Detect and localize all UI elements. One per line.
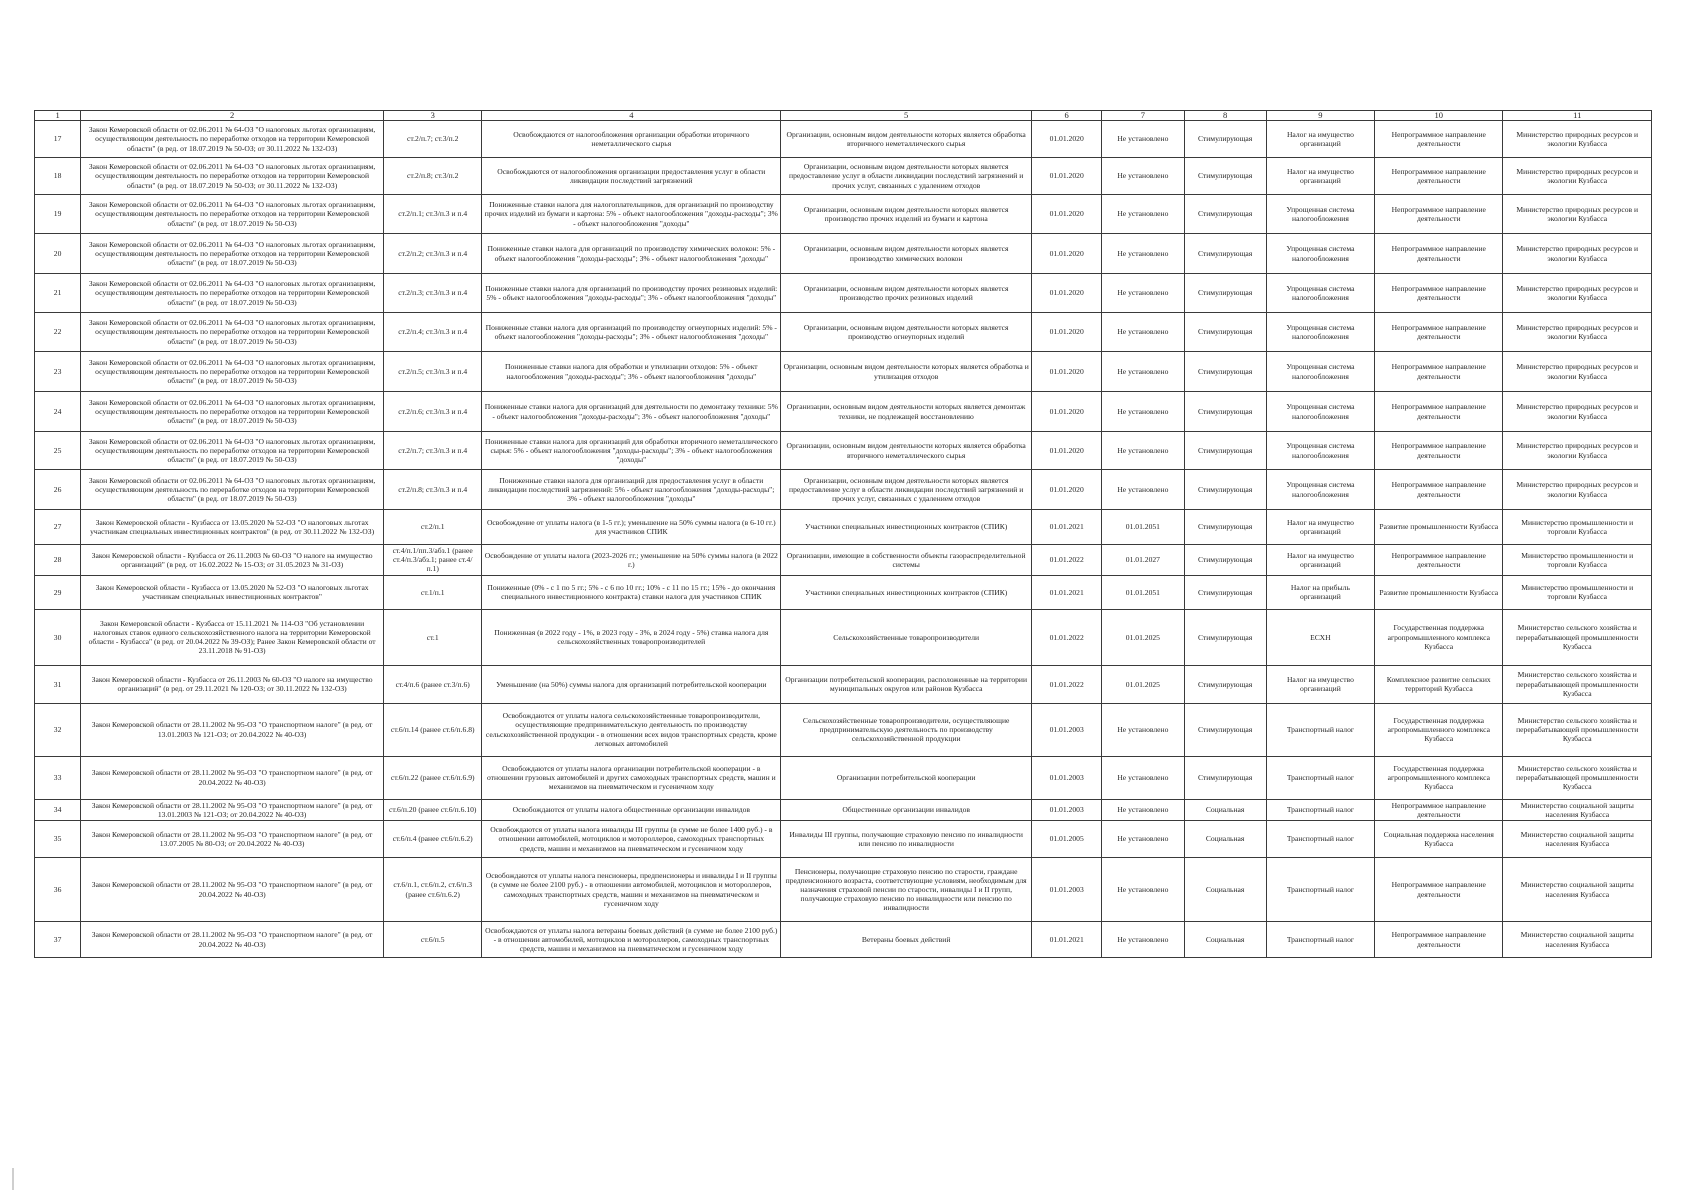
row-number: 19 <box>35 195 81 234</box>
program-name: Непрограммное направление деятельности <box>1375 121 1503 158</box>
law-reference: Закон Кемеровской области от 02.06.2011 № 64-ОЗ "О налоговых льготах организациям, осуществляющим деятельность по переработке отходов на территории Кемеровской области" (в ред. от 18.07.2019 № 50-ОЗ) <box>81 392 384 432</box>
benefit-description: Пониженные ставки налога для организаций по производству химических волокон: 5% - объект налогообложения "доходы-расходы"; 3% - объект налогообложения "доходы" <box>482 234 781 274</box>
benefit-type: Стимулирующая <box>1184 234 1266 274</box>
law-reference: Закон Кемеровской области от 02.06.2011 № 64-ОЗ "О налоговых льготах организациям, осуществляющим деятельность по переработке отходов на территории Кемеровской области" (в ред. от 18.07.2019 № 50-ОЗ) <box>81 352 384 392</box>
end-date: Не установлено <box>1102 352 1184 392</box>
program-name: Непрограммное направление деятельности <box>1375 470 1503 510</box>
start-date: 01.01.2021 <box>1032 922 1102 958</box>
benefit-description: Освобождаются от уплаты налога инвалиды III группы (в сумме не более 1400 руб.) - в отношении автомобилей, мотоциклов и мотороллеров, самоходных транспортных средств, машин и механизмов на пневматическом и гусеничном ходу <box>482 821 781 858</box>
tax-benefits-table <box>34 110 1652 958</box>
benefit-recipients: Организации, основным видом деятельности которых является обработка и утилизация отходов <box>781 352 1032 392</box>
benefit-type: Стимулирующая <box>1184 392 1266 432</box>
table-row <box>35 274 1652 313</box>
start-date: 01.01.2020 <box>1032 432 1102 470</box>
article-reference: ст.6/п.1, ст.6/п.2, ст.6/п.3 (ранее ст.6/п.6.2) <box>384 858 482 922</box>
benefit-type: Стимулирующая <box>1184 510 1266 545</box>
curator-name: Министерство природных ресурсов и экологии Кузбасса <box>1503 121 1652 158</box>
end-date: Не установлено <box>1102 470 1184 510</box>
column-number-11: 11 <box>1503 111 1652 121</box>
start-date: 01.01.2022 <box>1032 545 1102 576</box>
start-date: 01.01.2021 <box>1032 510 1102 545</box>
tax-name: Налог на прибыль организаций <box>1266 575 1374 609</box>
tax-name: Транспортный налог <box>1266 821 1374 858</box>
tax-name: Упрощенная система налогообложения <box>1266 432 1374 470</box>
end-date: Не установлено <box>1102 313 1184 352</box>
benefit-recipients: Организации, основным видом деятельности которых является производство прочих изделий из бумаги и картона <box>781 195 1032 234</box>
table-body <box>35 111 1652 958</box>
row-number: 28 <box>35 545 81 576</box>
law-reference: Закон Кемеровской области от 02.06.2011 № 64-ОЗ "О налоговых льготах организациям, осуществляющим деятельность по переработке отходов на территории Кемеровской области" (в ред. от 18.07.2019 № 50-ОЗ) <box>81 432 384 470</box>
article-reference: ст.2/п.6; ст.3/п.3 и п.4 <box>384 392 482 432</box>
benefit-recipients: Сельскохозяйственные товаропроизводители <box>781 609 1032 665</box>
column-number-1: 1 <box>35 111 81 121</box>
curator-name: Министерство природных ресурсов и экологии Кузбасса <box>1503 195 1652 234</box>
end-date: Не установлено <box>1102 274 1184 313</box>
row-number: 26 <box>35 470 81 510</box>
benefit-recipients: Организации потребительской кооперации, расположенные на территории муниципальных округов или районов Кузбасса <box>781 665 1032 703</box>
column-number-7: 7 <box>1102 111 1184 121</box>
benefit-type: Стимулирующая <box>1184 609 1266 665</box>
row-number: 18 <box>35 158 81 195</box>
benefit-description: Уменьшение (на 50%) суммы налога для организаций потребительской кооперации <box>482 665 781 703</box>
table-row <box>35 195 1652 234</box>
benefit-description: Пониженные ставки налога для организаций по производству прочих резиновых изделий: 5% - объект налогообложения "доходы-расходы"; 3% - объект налогообложения "доходы" <box>482 274 781 313</box>
table-row <box>35 352 1652 392</box>
start-date: 01.01.2020 <box>1032 234 1102 274</box>
curator-name: Министерство сельского хозяйства и перерабатывающей промышленности Кузбасса <box>1503 703 1652 756</box>
benefit-type: Социальная <box>1184 922 1266 958</box>
benefit-description: Пониженные ставки налога для организаций для обработки вторичного неметаллического сырья: 5% - объект налогообложения "доходы-расходы"; 3% - объект налогообложения "доходы" <box>482 432 781 470</box>
table-row <box>35 545 1652 576</box>
benefit-type: Стимулирующая <box>1184 432 1266 470</box>
tax-name: Упрощенная система налогообложения <box>1266 234 1374 274</box>
row-number: 21 <box>35 274 81 313</box>
table-row <box>35 609 1652 665</box>
curator-name: Министерство природных ресурсов и экологии Кузбасса <box>1503 352 1652 392</box>
tax-name: Налог на имущество организаций <box>1266 665 1374 703</box>
column-number-row <box>35 111 1652 121</box>
start-date: 01.01.2003 <box>1032 799 1102 820</box>
program-name: Непрограммное направление деятельности <box>1375 432 1503 470</box>
row-number: 23 <box>35 352 81 392</box>
benefit-description: Пониженные ставки налога для налогоплательщиков, для организаций по производству прочих изделий из бумаги и картона: 5% - объект налогообложения "доходы-расходы"; 3% - объект налогообложения "доходы" <box>482 195 781 234</box>
curator-name: Министерство природных ресурсов и экологии Кузбасса <box>1503 234 1652 274</box>
benefit-type: Стимулирующая <box>1184 665 1266 703</box>
benefit-description: Пониженные ставки налога для обработки и утилизации отходов: 5% - объект налогообложения "доходы-расходы"; 3% - объект налогообложения "доходы" <box>482 352 781 392</box>
table-row <box>35 158 1652 195</box>
start-date: 01.01.2021 <box>1032 575 1102 609</box>
article-reference: ст.2/п.7; ст.3/п.3 и п.4 <box>384 432 482 470</box>
row-number: 36 <box>35 858 81 922</box>
benefit-recipients: Общественные организации инвалидов <box>781 799 1032 820</box>
curator-name: Министерство социальной защиты населения Кузбасса <box>1503 799 1652 820</box>
row-number: 24 <box>35 392 81 432</box>
law-reference: Закон Кемеровской области от 28.11.2002 № 95-ОЗ "О транспортном налоге" (в ред. от 20.04.2022 № 40-ОЗ) <box>81 756 384 799</box>
table-row <box>35 703 1652 756</box>
benefit-recipients: Ветераны боевых действий <box>781 922 1032 958</box>
row-number: 31 <box>35 665 81 703</box>
curator-name: Министерство промышленности и торговли Кузбасса <box>1503 545 1652 576</box>
benefit-type: Стимулирующая <box>1184 545 1266 576</box>
end-date: Не установлено <box>1102 432 1184 470</box>
article-reference: ст.2/п.1; ст.3/п.3 и п.4 <box>384 195 482 234</box>
benefit-recipients: Сельскохозяйственные товаропроизводители, осуществляющие предпринимательскую деятельность по производству сельскохозяйственной продукции <box>781 703 1032 756</box>
benefit-recipients: Организации, основным видом деятельности которых является демонтаж техники, не подлежащей восстановлению <box>781 392 1032 432</box>
program-name: Непрограммное направление деятельности <box>1375 545 1503 576</box>
article-reference: ст.2/п.5; ст.3/п.3 и п.4 <box>384 352 482 392</box>
program-name: Государственная поддержка агропромышленного комплекса Кузбасса <box>1375 756 1503 799</box>
benefit-description: Освобождаются от уплаты налога ветераны боевых действий (в сумме не более 2100 руб.) - в отношении автомобилей, мотоциклов и мотороллеров, самоходных транспортных средств, машин и механизмов на пневматическом и гусеничном ходу <box>482 922 781 958</box>
curator-name: Министерство сельского хозяйства и перерабатывающей промышленности Кузбасса <box>1503 665 1652 703</box>
benefit-type: Социальная <box>1184 858 1266 922</box>
tax-name: Налог на имущество организаций <box>1266 545 1374 576</box>
table-row <box>35 313 1652 352</box>
tax-name: Транспортный налог <box>1266 858 1374 922</box>
column-number-5: 5 <box>781 111 1032 121</box>
row-number: 25 <box>35 432 81 470</box>
benefit-recipients: Организации, имеющие в собственности объекты газораспределительной системы <box>781 545 1032 576</box>
tax-name: Упрощенная система налогообложения <box>1266 392 1374 432</box>
program-name: Непрограммное направление деятельности <box>1375 195 1503 234</box>
curator-name: Министерство природных ресурсов и экологии Кузбасса <box>1503 392 1652 432</box>
table-row <box>35 821 1652 858</box>
tax-name: Упрощенная система налогообложения <box>1266 470 1374 510</box>
row-number: 37 <box>35 922 81 958</box>
article-reference: ст.6/п.22 (ранее ст.6/п.6.9) <box>384 756 482 799</box>
start-date: 01.01.2020 <box>1032 392 1102 432</box>
benefit-description: Пониженные (0% - с 1 по 5 гг.; 5% - с 6 по 10 гг.; 10% - с 11 по 15 гг.; 15% - до окончания специального инвестиционного контракта) ставки налога для участников СПИК <box>482 575 781 609</box>
table-row <box>35 799 1652 820</box>
law-reference: Закон Кемеровской области - Кузбасса от 26.11.2003 № 60-ОЗ "О налоге на имущество организаций" (в ред. от 29.11.2021 № 120-ОЗ; от 30.11.2022 № 132-ОЗ) <box>81 665 384 703</box>
benefit-recipients: Инвалиды III группы, получающие страховую пенсию по инвалидности или пенсию по инвалидности <box>781 821 1032 858</box>
end-date: 01.01.2025 <box>1102 609 1184 665</box>
law-reference: Закон Кемеровской области от 02.06.2011 № 64-ОЗ "О налоговых льготах организациям, осуществляющим деятельность по переработке отходов на территории Кемеровской области" (в ред. от 18.07.2019 № 50-ОЗ; от 30.11.2022 № 132-ОЗ) <box>81 158 384 195</box>
benefit-type: Стимулирующая <box>1184 313 1266 352</box>
column-number-9: 9 <box>1266 111 1374 121</box>
law-reference: Закон Кемеровской области от 02.06.2011 № 64-ОЗ "О налоговых льготах организациям, осуществляющим деятельность по переработке отходов на территории Кемеровской области" (в ред. от 18.07.2019 № 50-ОЗ) <box>81 470 384 510</box>
table-row <box>35 665 1652 703</box>
end-date: 01.01.2025 <box>1102 665 1184 703</box>
end-date: Не установлено <box>1102 799 1184 820</box>
benefit-recipients: Организации, основным видом деятельности которых является производство огнеупорных изделий <box>781 313 1032 352</box>
benefit-recipients: Организации, основным видом деятельности которых является предоставление услуг в области ликвидации последствий загрязнений и прочих услуг, связанных с удалением отходов <box>781 470 1032 510</box>
program-name: Социальная поддержка населения Кузбасса <box>1375 821 1503 858</box>
benefit-recipients: Участники специальных инвестиционных контрактов (СПИК) <box>781 575 1032 609</box>
row-number: 22 <box>35 313 81 352</box>
curator-name: Министерство сельского хозяйства и перерабатывающей промышленности Кузбасса <box>1503 756 1652 799</box>
article-reference: ст.2/п.2; ст.3/п.3 и п.4 <box>384 234 482 274</box>
end-date: Не установлено <box>1102 158 1184 195</box>
table-row <box>35 392 1652 432</box>
table-row <box>35 510 1652 545</box>
benefit-description: Пониженная (в 2022 году - 1%, в 2023 году - 3%, в 2024 году - 5%) ставка налога для сельскохозяйственных товаропроизводителей <box>482 609 781 665</box>
program-name: Непрограммное направление деятельности <box>1375 392 1503 432</box>
curator-name: Министерство социальной защиты населения Кузбасса <box>1503 821 1652 858</box>
article-reference: ст.2/п.8; ст.3/п.2 <box>384 158 482 195</box>
benefit-type: Стимулирующая <box>1184 470 1266 510</box>
start-date: 01.01.2020 <box>1032 313 1102 352</box>
tax-name: Упрощенная система налогообложения <box>1266 195 1374 234</box>
table-row <box>35 858 1652 922</box>
end-date: 01.01.2051 <box>1102 510 1184 545</box>
curator-name: Министерство социальной защиты населения Кузбасса <box>1503 922 1652 958</box>
benefit-type: Социальная <box>1184 799 1266 820</box>
end-date: 01.01.2027 <box>1102 545 1184 576</box>
table-row <box>35 470 1652 510</box>
benefit-type: Социальная <box>1184 821 1266 858</box>
benefit-recipients: Организации, основным видом деятельности которых является предоставление услуг в области ликвидации последствий загрязнений и прочих услуг, связанных с удалением отходов <box>781 158 1032 195</box>
tax-name: Транспортный налог <box>1266 756 1374 799</box>
start-date: 01.01.2022 <box>1032 609 1102 665</box>
benefit-description: Пониженные ставки налога для организаций для деятельности по демонтажу техники: 5% - объект налогообложения "доходы-расходы"; 3% - объект налогообложения "доходы" <box>482 392 781 432</box>
program-name: Непрограммное направление деятельности <box>1375 799 1503 820</box>
end-date: Не установлено <box>1102 195 1184 234</box>
tax-name: Транспортный налог <box>1266 922 1374 958</box>
curator-name: Министерство природных ресурсов и экологии Кузбасса <box>1503 158 1652 195</box>
tax-name: Упрощенная система налогообложения <box>1266 274 1374 313</box>
article-reference: ст.2/п.1 <box>384 510 482 545</box>
benefit-description: Освобождаются от уплаты налога организации потребительской кооперации - в отношении грузовых автомобилей и других самоходных транспортных средств, машин и механизмов на пневматическом и гусеничном ходу <box>482 756 781 799</box>
benefit-type: Стимулирующая <box>1184 756 1266 799</box>
tax-name: Налог на имущество организаций <box>1266 158 1374 195</box>
benefit-recipients: Организации, основным видом деятельности которых является производство прочих резиновых изделий <box>781 274 1032 313</box>
benefit-description: Освобождение от уплаты налога (в 1-5 гг.); уменьшение на 50% суммы налога (в 6-10 гг.) для участников СПИК <box>482 510 781 545</box>
benefit-type: Стимулирующая <box>1184 195 1266 234</box>
start-date: 01.01.2003 <box>1032 858 1102 922</box>
law-reference: Закон Кемеровской области от 02.06.2011 № 64-ОЗ "О налоговых льготах организациям, осуществляющим деятельность по переработке отходов на территории Кемеровской области" (в ред. от 18.07.2019 № 50-ОЗ) <box>81 274 384 313</box>
end-date: Не установлено <box>1102 234 1184 274</box>
column-number-3: 3 <box>384 111 482 121</box>
law-reference: Закон Кемеровской области - Кузбасса от 15.11.2021 № 114-ОЗ "Об установлении налоговых ставок единого сельскохозяйственного налога на территории Кемеровской области - Кузбасса" (в ред. от 20.04.2022 № 39-ОЗ); Ранее Закон Кемеровской области от 23.11.2018 № 91-ОЗ) <box>81 609 384 665</box>
tax-name: Налог на имущество организаций <box>1266 510 1374 545</box>
row-number: 27 <box>35 510 81 545</box>
curator-name: Министерство социальной защиты населения Кузбасса <box>1503 858 1652 922</box>
article-reference: ст.6/п.5 <box>384 922 482 958</box>
curator-name: Министерство промышленности и торговли Кузбасса <box>1503 510 1652 545</box>
law-reference: Закон Кемеровской области от 28.11.2002 № 95-ОЗ "О транспортном налоге" (в ред. от 20.04.2022 № 40-ОЗ) <box>81 922 384 958</box>
start-date: 01.01.2003 <box>1032 703 1102 756</box>
end-date: Не установлено <box>1102 121 1184 158</box>
benefit-description: Пониженные ставки налога для организаций для предоставления услуг в области ликвидации последствий загрязнений: 5% - объект налогообложения "доходы-расходы"; 3% - объект налогообложения "доходы" <box>482 470 781 510</box>
tax-name: Транспортный налог <box>1266 799 1374 820</box>
article-reference: ст.6/п.20 (ранее ст.6/п.6.10) <box>384 799 482 820</box>
column-number-6: 6 <box>1032 111 1102 121</box>
law-reference: Закон Кемеровской области от 02.06.2011 № 64-ОЗ "О налоговых льготах организациям, осуществляющим деятельность по переработке отходов на территории Кемеровской области" (в ред. от 18.07.2019 № 50-ОЗ) <box>81 234 384 274</box>
program-name: Государственная поддержка агропромышленного комплекса Кузбасса <box>1375 703 1503 756</box>
article-reference: ст.6/п.4 (ранее ст.6/п.6.2) <box>384 821 482 858</box>
benefit-description: Освобождаются от уплаты налога общественные организации инвалидов <box>482 799 781 820</box>
benefit-recipients: Организации потребительской кооперации <box>781 756 1032 799</box>
end-date: Не установлено <box>1102 392 1184 432</box>
benefit-recipients: Организации, основным видом деятельности которых является обработка вторичного неметаллического сырья <box>781 432 1032 470</box>
article-reference: ст.1 <box>384 609 482 665</box>
law-reference: Закон Кемеровской области от 02.06.2011 № 64-ОЗ "О налоговых льготах организациям, осуществляющим деятельность по переработке отходов на территории Кемеровской области" (в ред. от 18.07.2019 № 50-ОЗ; от 30.11.2022 № 132-ОЗ) <box>81 121 384 158</box>
article-reference: ст.2/п.7; ст.3/п.2 <box>384 121 482 158</box>
tax-name: Упрощенная система налогообложения <box>1266 352 1374 392</box>
column-number-2: 2 <box>81 111 384 121</box>
law-reference: Закон Кемеровской области - Кузбасса от 13.05.2020 № 52-ОЗ "О налоговых льготах участникам специальных инвестиционных контрактов" (в ред. от 30.11.2022 № 132-ОЗ) <box>81 510 384 545</box>
benefit-recipients: Пенсионеры, получающие страховую пенсию по старости, граждане предпенсионного возраста, соответствующие условиям, необходимым для назначения страховой пенсии по старости, инвалиды I и II групп, получающие страховую пенсию по инвалидности или пенсию по инвалидности <box>781 858 1032 922</box>
benefit-type: Стимулирующая <box>1184 575 1266 609</box>
row-number: 33 <box>35 756 81 799</box>
benefit-description: Освобождаются от уплаты налога сельскохозяйственные товаропроизводители, осуществляющие предпринимательскую деятельность по производству сельскохозяйственной продукции - в отношении всех видов транспортных средств, кроме легковых автомобилей <box>482 703 781 756</box>
benefit-description: Пониженные ставки налога для организаций по производству огнеупорных изделий: 5% - объект налогообложения "доходы-расходы"; 3% - объект налогообложения "доходы" <box>482 313 781 352</box>
table-row <box>35 922 1652 958</box>
benefit-description: Освобождение от уплаты налога (2023-2026 гг.; уменьшение на 50% суммы налога (в 2022 г.) <box>482 545 781 576</box>
start-date: 01.01.2020 <box>1032 121 1102 158</box>
article-reference: ст.4/п.6 (ранее ст.3/п.6) <box>384 665 482 703</box>
column-number-8: 8 <box>1184 111 1266 121</box>
end-date: Не установлено <box>1102 756 1184 799</box>
end-date: Не установлено <box>1102 703 1184 756</box>
curator-name: Министерство природных ресурсов и экологии Кузбасса <box>1503 313 1652 352</box>
law-reference: Закон Кемеровской области - Кузбасса от 13.05.2020 № 52-ОЗ "О налоговых льготах участникам специальных инвестиционных контрактов" <box>81 575 384 609</box>
benefit-type: Стимулирующая <box>1184 352 1266 392</box>
benefit-description: Освобождаются от налогообложения организации обработки вторичного неметаллического сырья <box>482 121 781 158</box>
benefit-type: Стимулирующая <box>1184 274 1266 313</box>
program-name: Непрограммное направление деятельности <box>1375 352 1503 392</box>
curator-name: Министерство природных ресурсов и экологии Кузбасса <box>1503 470 1652 510</box>
benefit-description: Освобождаются от налогообложения организации предоставления услуг в области ликвидации последствий загрязнений <box>482 158 781 195</box>
start-date: 01.01.2020 <box>1032 158 1102 195</box>
program-name: Развитие промышленности Кузбасса <box>1375 510 1503 545</box>
curator-name: Министерство промышленности и торговли Кузбасса <box>1503 575 1652 609</box>
law-reference: Закон Кемеровской области от 28.11.2002 № 95-ОЗ "О транспортном налоге" (в ред. от 13.01.2003 № 121-ОЗ; от 20.04.2022 № 40-ОЗ) <box>81 703 384 756</box>
row-number: 29 <box>35 575 81 609</box>
benefit-description: Освобождаются от уплаты налога пенсионеры, предпенсионеры и инвалиды I и II группы (в сумме не более 2100 руб.) - в отношении автомобилей, мотоциклов и мотороллеров, самоходных транспортных средств, машин и механизмов на пневматическом и гусеничном ходу <box>482 858 781 922</box>
program-name: Непрограммное направление деятельности <box>1375 313 1503 352</box>
article-reference: ст.4/п.1/пп.3/абз.1 (ранее ст.4/п.3/абз.1; ранее ст.4/п.1) <box>384 545 482 576</box>
benefit-type: Стимулирующая <box>1184 703 1266 756</box>
article-reference: ст.2/п.3; ст.3/п.3 и п.4 <box>384 274 482 313</box>
row-number: 30 <box>35 609 81 665</box>
row-number: 34 <box>35 799 81 820</box>
law-reference: Закон Кемеровской области от 28.11.2002 № 95-ОЗ "О транспортном налоге" (в ред. от 13.07.2005 № 80-ОЗ; от 20.04.2022 № 40-ОЗ) <box>81 821 384 858</box>
table-row <box>35 575 1652 609</box>
law-reference: Закон Кемеровской области от 02.06.2011 № 64-ОЗ "О налоговых льготах организациям, осуществляющим деятельность по переработке отходов на территории Кемеровской области" (в ред. от 18.07.2019 № 50-ОЗ) <box>81 195 384 234</box>
end-date: Не установлено <box>1102 821 1184 858</box>
article-reference: ст.1/п.1 <box>384 575 482 609</box>
table-row <box>35 121 1652 158</box>
law-reference: Закон Кемеровской области - Кузбасса от 26.11.2003 № 60-ОЗ "О налоге на имущество организаций" (в ред. от 16.02.2022 № 15-ОЗ; от 31.05.2023 № 31-ОЗ) <box>81 545 384 576</box>
program-name: Непрограммное направление деятельности <box>1375 274 1503 313</box>
start-date: 01.01.2020 <box>1032 470 1102 510</box>
start-date: 01.01.2020 <box>1032 195 1102 234</box>
law-reference: Закон Кемеровской области от 02.06.2011 № 64-ОЗ "О налоговых льготах организациям, осуществляющим деятельность по переработке отходов на территории Кемеровской области" (в ред. от 18.07.2019 № 50-ОЗ) <box>81 313 384 352</box>
row-number: 35 <box>35 821 81 858</box>
curator-name: Министерство природных ресурсов и экологии Кузбасса <box>1503 274 1652 313</box>
tax-name: Налог на имущество организаций <box>1266 121 1374 158</box>
program-name: Непрограммное направление деятельности <box>1375 158 1503 195</box>
start-date: 01.01.2022 <box>1032 665 1102 703</box>
start-date: 01.01.2003 <box>1032 756 1102 799</box>
start-date: 01.01.2005 <box>1032 821 1102 858</box>
tax-name: Транспортный налог <box>1266 703 1374 756</box>
benefit-type: Стимулирующая <box>1184 158 1266 195</box>
program-name: Непрограммное направление деятельности <box>1375 234 1503 274</box>
law-reference: Закон Кемеровской области от 28.11.2002 № 95-ОЗ "О транспортном налоге" (в ред. от 20.04.2022 № 40-ОЗ) <box>81 858 384 922</box>
page-edge-mark <box>12 1168 14 1190</box>
table-row <box>35 234 1652 274</box>
column-number-4: 4 <box>482 111 781 121</box>
law-reference: Закон Кемеровской области от 28.11.2002 № 95-ОЗ "О транспортном налоге" (в ред. от 13.01.2003 № 121-ОЗ; от 20.04.2022 № 40-ОЗ) <box>81 799 384 820</box>
row-number: 20 <box>35 234 81 274</box>
benefit-recipients: Участники специальных инвестиционных контрактов (СПИК) <box>781 510 1032 545</box>
program-name: Комплексное развитие сельских территорий Кузбасса <box>1375 665 1503 703</box>
tax-name: ЕСХН <box>1266 609 1374 665</box>
table-row <box>35 432 1652 470</box>
program-name: Непрограммное направление деятельности <box>1375 922 1503 958</box>
article-reference: ст.6/п.14 (ранее ст.6/п.6.8) <box>384 703 482 756</box>
tax-name: Упрощенная система налогообложения <box>1266 313 1374 352</box>
curator-name: Министерство сельского хозяйства и перерабатывающей промышленности Кузбасса <box>1503 609 1652 665</box>
benefit-recipients: Организации, основным видом деятельности которых является обработка вторичного неметаллического сырья <box>781 121 1032 158</box>
curator-name: Министерство природных ресурсов и экологии Кузбасса <box>1503 432 1652 470</box>
program-name: Непрограммное направление деятельности <box>1375 858 1503 922</box>
article-reference: ст.2/п.4; ст.3/п.3 и п.4 <box>384 313 482 352</box>
end-date: 01.01.2051 <box>1102 575 1184 609</box>
benefit-recipients: Организации, основным видом деятельности которых является производство химических волокон <box>781 234 1032 274</box>
end-date: Не установлено <box>1102 858 1184 922</box>
row-number: 17 <box>35 121 81 158</box>
program-name: Развитие промышленности Кузбасса <box>1375 575 1503 609</box>
start-date: 01.01.2020 <box>1032 352 1102 392</box>
article-reference: ст.2/п.8; ст.3/п.3 и п.4 <box>384 470 482 510</box>
end-date: Не установлено <box>1102 922 1184 958</box>
table-row <box>35 756 1652 799</box>
start-date: 01.01.2020 <box>1032 274 1102 313</box>
row-number: 32 <box>35 703 81 756</box>
benefit-type: Стимулирующая <box>1184 121 1266 158</box>
column-number-10: 10 <box>1375 111 1503 121</box>
program-name: Государственная поддержка агропромышленного комплекса Кузбасса <box>1375 609 1503 665</box>
